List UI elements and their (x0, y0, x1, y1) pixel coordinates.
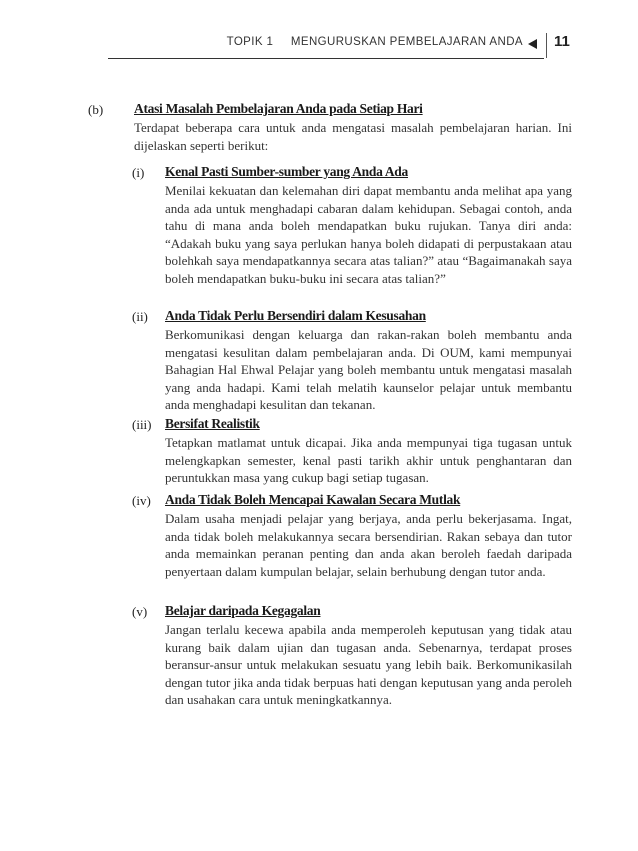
item-label: (iv) (132, 493, 151, 508)
item-heading: Kenal Pasti Sumber-sumber yang Anda Ada (165, 164, 408, 179)
item-paragraph: Dalam usaha menjadi pelajar yang berjaya, anda perlu bekerjasama. Ingat, anda tidak boleh melakukannya secara bersendirian. Rakan sebaya dan tutor anda memainkan peranan penting dan anda akan beroleh faedah daripada penyertaan dalam kumpulan belajar, selain berhubung dengan tutor anda. (165, 511, 572, 579)
item-paragraph: Jangan terlalu kecewa apabila anda memperoleh keputusan yang tidak atau kurang baik dalam ujian dan tugasan anda. Sebenarnya, terdapat proses beransur-ansur untuk melakukan sesuatu yang lebih baik. Berkomunikasilah dengan tutor jika anda tidak berpuas hati dengan keputusan yang anda peroleh dan usahakan cara untuk meningkatkannya. (165, 622, 572, 708)
item-label: (ii) (132, 309, 148, 324)
item-heading: Anda Tidak Boleh Mencapai Kawalan Secara Mutlak (165, 492, 461, 507)
header-divider (546, 33, 547, 58)
item-label: (i) (132, 165, 145, 180)
header-topic: TOPIK 1 (226, 36, 274, 48)
item-paragraph: Berkomunikasi dengan keluarga dan rakan-rakan boleh membantu anda mengatasi kesulitan dalam pembelajaran anda. Di OUM, kami mempunyai Bahagian Hal Ehwal Pelajar yang boleh membantu untuk mengatasi masalah yang anda hadapi. Kami telah melatih kaunselor pelajar untuk membantu anda menghadapi kesulitan dan tekanan. (165, 327, 572, 413)
item-heading: Belajar daripada Kegagalan (165, 603, 321, 618)
item-paragraph: Tetapkan matlamat untuk dicapai. Jika anda mempunyai tiga tugasan untuk melengkapkan semester, kenal pasti tarikh akhir untuk penghantaran dan peruntukkan masa yang cukup bagi setiap tugasan. (165, 435, 572, 486)
item-label: (iii) (132, 417, 152, 432)
item-heading: Anda Tidak Perlu Bersendiri dalam Kesusahan (165, 308, 426, 323)
page-header (0, 33, 638, 57)
item-paragraph: Menilai kekuatan dan kelemahan diri dapat membantu anda melihat apa yang anda ada untuk menghadapi cabaran dalam kehidupan. Sebagai contoh, anda tahu di mana anda boleh mendapatkan buku rujukan. Tanya diri anda: “Adakah buku yang saya perlukan hanya boleh didapati di perpustakaan atau bolehkah saya mendapatkannya secara atas talian?” atau “Bagaimanakah saya boleh mendapatkan buku-buku ini secara atas talian?” (165, 183, 572, 286)
section-heading: Atasi Masalah Pembelajaran Anda pada Setiap Hari (134, 101, 423, 116)
section-paragraph: Terdapat beberapa cara untuk anda mengatasi masalah pembelajaran harian. Ini dijelaskan seperti berikut: (134, 120, 572, 153)
page-number: 11 (554, 33, 570, 50)
item-label: (v) (132, 604, 148, 619)
item-heading: Bersifat Realistik (165, 416, 260, 431)
running-header (227, 36, 523, 48)
header-rule (108, 58, 544, 59)
section-label: (b) (88, 102, 104, 117)
left-arrow-icon (528, 39, 537, 49)
header-title: MENGURUSKAN PEMBELAJARAN ANDA (290, 36, 523, 48)
